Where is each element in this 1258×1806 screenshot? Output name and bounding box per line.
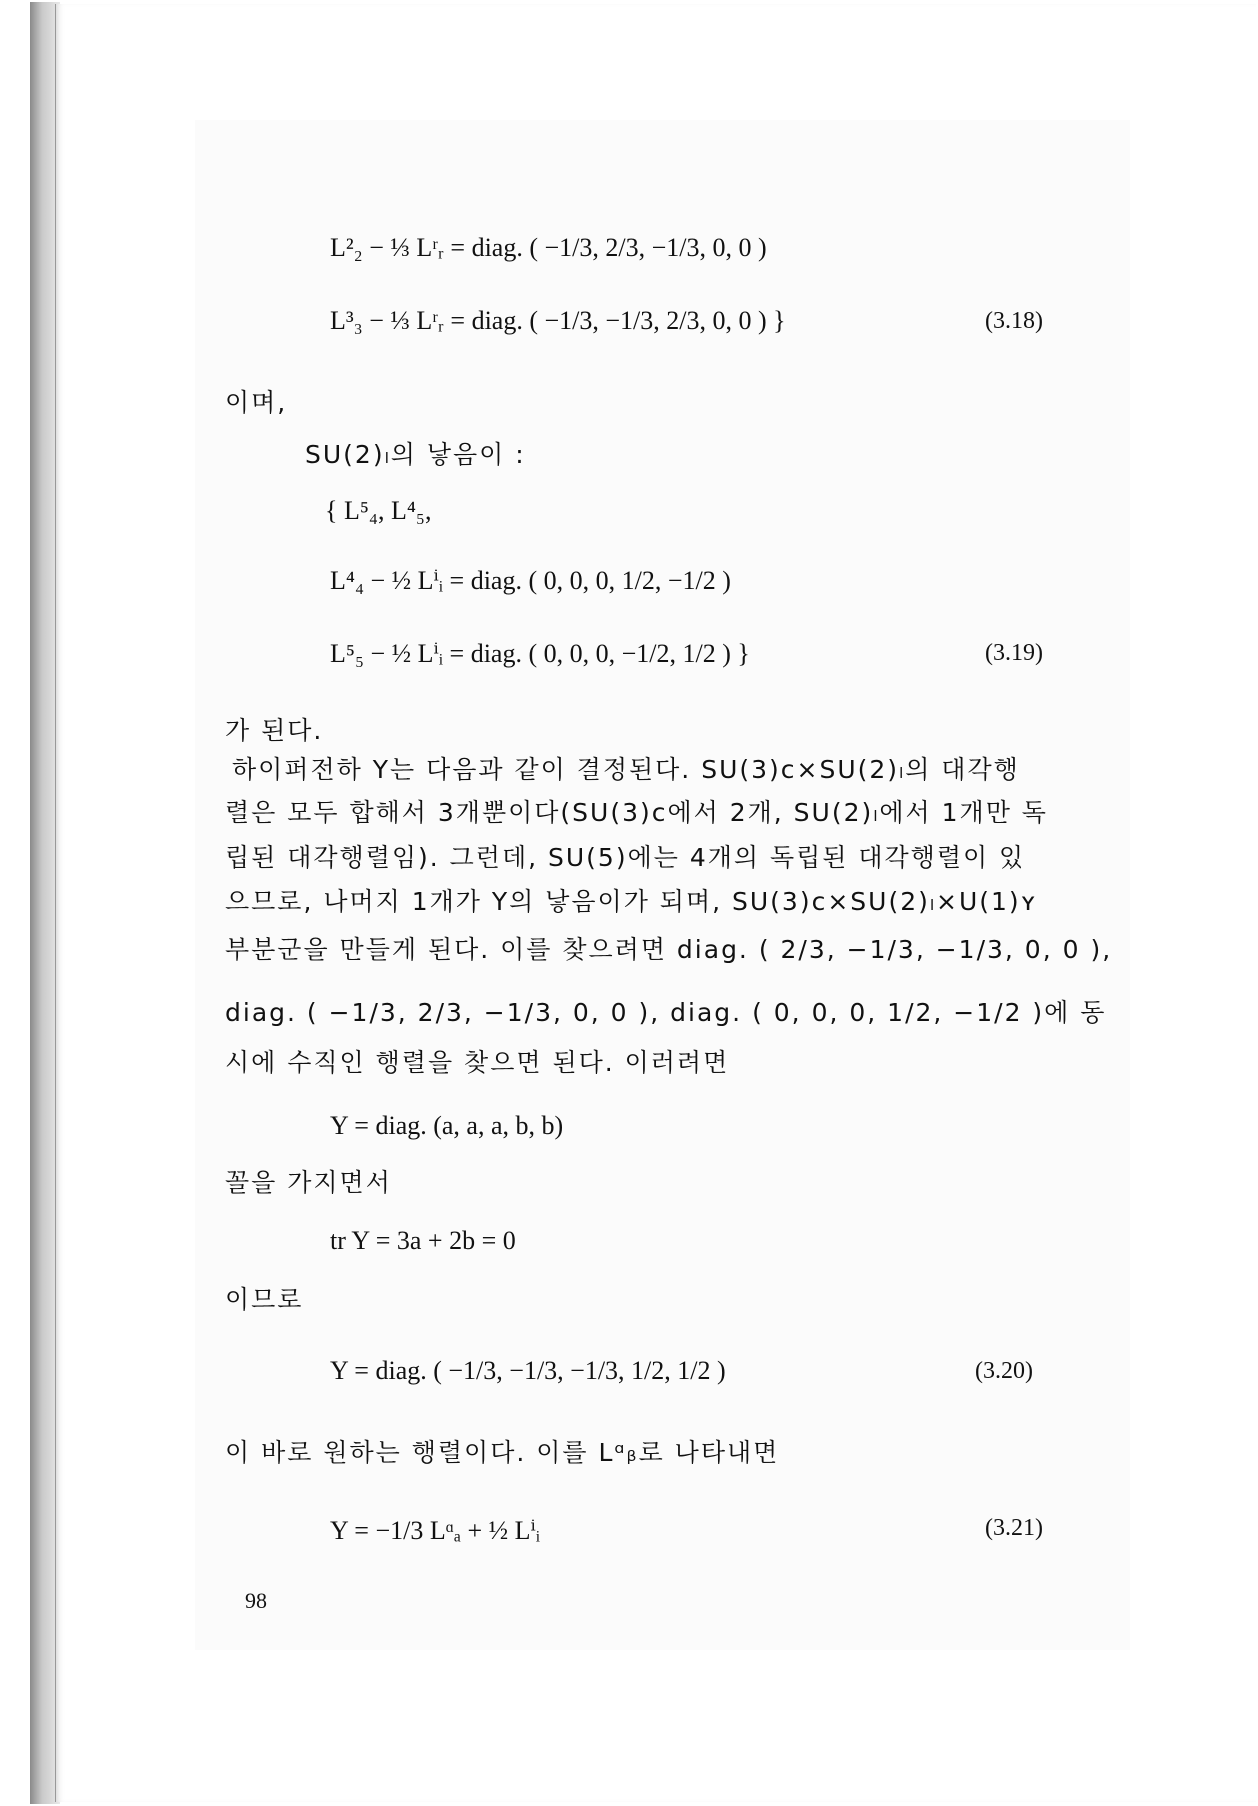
paragraph-line-2: 렬은 모두 합해서 3개뿐이다(SU(3)c에서 2개, SU(2)ₗ에서 1개만 독 — [225, 798, 1048, 827]
equation-3-19-line-1: { L⁵₄, L⁴₅, — [325, 496, 432, 525]
text-imyeo: 이며, — [225, 388, 288, 417]
equation-number-3-19: (3.19) — [985, 640, 1043, 666]
equation-trace: tr Y = 3a + 2b = 0 — [330, 1226, 516, 1255]
paragraph-line-6: diag. ( −1/3, 2/3, −1/3, 0, 0 ), diag. ( 0, 0, 0, 1/2, −1/2 )에 동 — [225, 998, 1107, 1027]
equation-number-3-21: (3.21) — [985, 1515, 1043, 1541]
equation-3-19-line-2: L⁴₄ − ½ Lⁱᵢ = diag. ( 0, 0, 0, 1/2, −1/2 ) — [330, 566, 731, 595]
equation-3-20: Y = diag. ( −1/3, −1/3, −1/3, 1/2, 1/2 ) — [330, 1356, 726, 1385]
text-gadoenda: 가 된다. — [225, 716, 324, 745]
su2-intro: SU(2)ₗ의 낳음이 : — [305, 440, 526, 469]
paragraph-line-7: 시에 수직인 행렬을 찾으면 된다. 이러려면 — [225, 1048, 730, 1077]
paragraph-line-4: 으므로, 나머지 1개가 Y의 낳음이가 되며, SU(3)c×SU(2)ₗ×U(1)ʏ — [225, 887, 1038, 916]
equation-3-19-line-3: L⁵₅ − ½ Lⁱᵢ = diag. ( 0, 0, 0, −1/2, 1/2 ) } — [330, 639, 750, 668]
paragraph-line-5: 부분군을 만들게 된다. 이를 찾으려면 diag. ( 2/3, −1/3, −1/3, 0, 0 ), — [225, 935, 1113, 964]
equation-number-3-20: (3.20) — [975, 1358, 1033, 1384]
equation-y-definition: Y = diag. (a, a, a, b, b) — [330, 1111, 564, 1140]
equation-3-18-line-1: L²₂ − ⅓ Lʳᵣ = diag. ( −1/3, 2/3, −1/3, 0, 0 ) — [330, 233, 767, 262]
page-number: 98 — [245, 1588, 267, 1613]
scan-area — [195, 120, 1130, 1650]
text-imeuro: 이므로 — [225, 1285, 304, 1314]
paragraph-line-3: 립된 대각행렬임). 그런데, SU(5)에는 4개의 독립된 대각행렬이 있 — [225, 843, 1026, 872]
equation-number-3-18: (3.18) — [985, 308, 1043, 334]
final-sentence: 이 바로 원하는 행렬이다. 이를 Lᵅᵦ로 나타내면 — [225, 1438, 780, 1467]
paragraph-line-1: 하이퍼전하 Y는 다음과 같이 결정된다. SU(3)c×SU(2)ₗ의 대각행 — [232, 755, 1020, 784]
equation-3-21: Y = −1/3 Lᵅₐ + ½ Lⁱᵢ — [330, 1516, 541, 1545]
equation-3-18-line-2: L³₃ − ⅓ Lʳᵣ = diag. ( −1/3, −1/3, 2/3, 0, 0 ) } — [330, 306, 786, 335]
text-kkol: 꼴을 가지면서 — [225, 1168, 392, 1197]
